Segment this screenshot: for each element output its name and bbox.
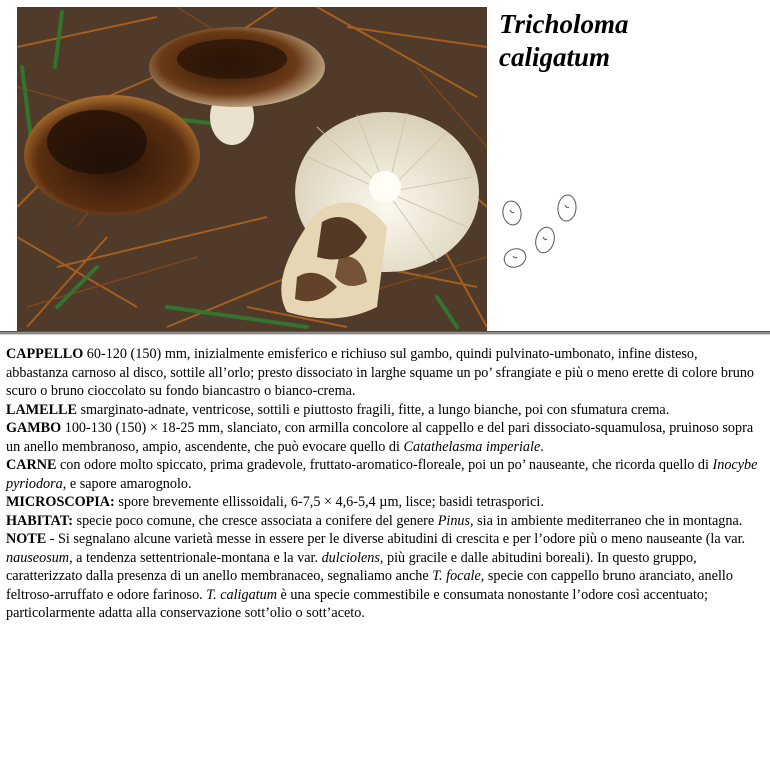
note-text-5: è una specie commestibile e consumata nonostante l’odore così accentuato; particolarmente adatta alla conservazione sott’olio o sott’aceto.: [6, 586, 708, 621]
habitat-paragraph: [6, 512, 760, 531]
habitat-label: HABITAT:: [6, 512, 73, 529]
note-variety-2: dulciolens: [321, 549, 380, 566]
lamelle-paragraph: [6, 401, 760, 420]
note-paragraph: [6, 530, 760, 623]
gambo-species: Catathelasma imperiale: [403, 438, 541, 455]
title-genus: Tricholoma: [499, 9, 629, 39]
carne-end: , e sapore amarognolo.: [62, 475, 192, 492]
habitat-text: specie poco comune, che cresce associata a conifere del genere: [73, 512, 438, 529]
section-divider: [0, 331, 770, 335]
carne-paragraph: [6, 456, 760, 493]
habitat-end: sia in ambiente mediterraneo che in montagna.: [473, 512, 743, 529]
note-species-1: T. focale,: [432, 568, 485, 584]
note-text-1: - Si segnalano alcune varietà messe in essere per le diverse abitudini di crescita e per l’odore più o meno nauseante (la var.: [46, 531, 746, 547]
note-text-3: , più gracile e dalle abitudini boreali). In questo gruppo, caratterizzato dalla presenza di un anello membranaceo, segnaliamo anche: [6, 549, 697, 584]
carne-text: con odore molto spiccato, prima gradevole, fruttato-aromatico-floreale, poi un po’ nauseante, che ricorda quello di: [56, 457, 713, 473]
cappello-label: CAPPELLO: [6, 346, 84, 362]
cappello-paragraph: [6, 345, 760, 401]
note-label: NOTE: [6, 531, 47, 547]
microscopia-paragraph: [6, 493, 760, 512]
cappello-text: 60-120 (150) mm, inizialmente emisferico e richiuso sul gambo, quindi pulvinato-umbonato, infine disteso, abbastanza carnoso al disco, sottile all’orlo; presto dissociato in larghe squame un po’ sfrangiate e più o meno erette di colore bruno scuro o bruno cioccolato su fondo biancastro o bianco-crema.: [6, 346, 755, 399]
note-variety-1: nauseosum: [6, 549, 70, 566]
lamelle-text: smarginato-adnate, ventricose, sottili e piuttosto fragili, fitte, a lungo bianche, poi con sfumatura crema.: [76, 401, 670, 418]
gambo-text: 100-130 (150) × 18-25 mm, slanciato, con armilla concolore al cappello e del pari dissociato-squamulosa, pruinoso sopra un anello membranoso, ampio, ascendente, che può evocare quello di: [6, 420, 754, 455]
microscopia-text: spore brevemente ellissoidali, 6-7,5 × 4,6-5,4 µm, lisce; basidi tetrasporici.: [114, 494, 544, 510]
microscopia-label: MICROSCOPIA:: [6, 494, 115, 510]
gambo-end: .: [540, 438, 544, 455]
carne-species: Inocybe pyriodora: [6, 457, 758, 492]
note-species-2: T. caligatum: [206, 586, 277, 603]
lamelle-label: LAMELLE: [6, 401, 77, 418]
spore-drawings: [497, 188, 587, 278]
species-description: [6, 345, 760, 623]
title-species: caligatum: [499, 42, 611, 72]
note-text-2: , a tendenza settentrionale-montana e la var.: [69, 549, 322, 566]
gambo-label: GAMBO: [6, 420, 62, 436]
mushroom-photo: [17, 7, 487, 332]
gambo-paragraph: [6, 419, 760, 456]
species-title: [499, 8, 629, 74]
habitat-genus: Pinus,: [437, 512, 474, 529]
note-text-4: specie con cappello bruno aranciato, anello feltroso-arruffato e odore farinoso.: [6, 568, 733, 603]
carne-label: CARNE: [6, 457, 57, 473]
